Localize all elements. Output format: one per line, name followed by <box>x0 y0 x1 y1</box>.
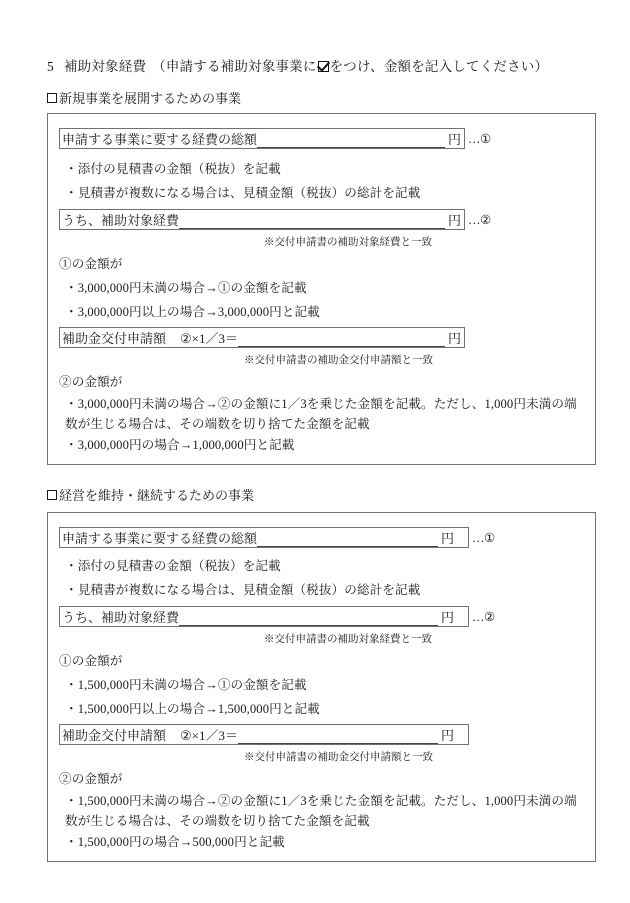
empty-checkbox-icon[interactable] <box>47 490 57 500</box>
total-expense-field[interactable] <box>59 527 469 548</box>
checked-checkbox-icon <box>318 61 329 72</box>
total-expense-marker: …① <box>468 131 491 146</box>
section-frame-maintain-business <box>47 512 596 862</box>
condition-title: ①の金額が <box>59 654 123 668</box>
application-amount-field[interactable] <box>59 327 465 348</box>
section-label: 経営を維持・継続するための事業 <box>59 488 255 503</box>
total-expense-unit: 円 <box>447 132 461 147</box>
application-amount-unit: 円 <box>440 728 454 743</box>
section-number: 5 <box>47 59 54 74</box>
bullet-line: ・見積書が複数になる場合は、見積金額（税抜）の総計を記載 <box>65 583 421 597</box>
condition-bullet: ・3,000,000円未満の場合→①の金額を記載 <box>65 281 307 295</box>
subsidy-target-row <box>59 209 491 230</box>
condition-bullet: ・3,000,000円の場合→1,000,000円と記載 <box>65 438 295 452</box>
section-title: 補助対象経費 <box>63 59 147 74</box>
bullet-line: ・添付の見積書の金額（税抜）を記載 <box>65 559 281 573</box>
subsidy-target-unit: 円 <box>440 610 454 625</box>
application-amount-note: ※交付申請書の補助金交付申請額と一致 <box>244 752 433 763</box>
total-expense-input[interactable] <box>257 532 438 547</box>
instruction-text-after: をつけ、金額を記入してください） <box>329 59 549 74</box>
application-amount-field[interactable] <box>59 724 469 745</box>
total-expense-marker: …① <box>472 530 495 545</box>
total-expense-field[interactable] <box>59 128 465 149</box>
total-expense-row <box>59 527 495 548</box>
condition-title: ②の金額が <box>59 375 123 389</box>
application-amount-label: 補助金交付申請額 <box>62 728 167 743</box>
bullet-line: ・見積書が複数になる場合は、見積金額（税抜）の総計を記載 <box>65 186 421 200</box>
empty-checkbox-icon[interactable] <box>47 93 57 103</box>
total-expense-label: 申請する事業に要する経費の総額 <box>62 531 258 546</box>
subsidy-target-marker: …② <box>472 609 495 624</box>
subsidy-target-marker: …② <box>468 212 491 227</box>
total-expense-input[interactable] <box>257 133 445 148</box>
application-amount-label: 補助金交付申請額 <box>62 331 167 346</box>
section-frame-new-business <box>47 113 596 465</box>
total-expense-label: 申請する事業に要する経費の総額 <box>62 132 258 147</box>
section-checkbox-new-business[interactable] <box>47 88 241 107</box>
section-checkbox-maintain-business[interactable] <box>47 485 254 504</box>
total-expense-row <box>59 128 491 149</box>
condition-title: ②の金額が <box>59 772 123 786</box>
application-amount-unit: 円 <box>447 331 461 346</box>
section-label: 新規事業を展開するための事業 <box>59 91 242 106</box>
subsidy-target-label: うち、補助対象経費 <box>62 610 180 625</box>
application-amount-note: ※交付申請書の補助金交付申請額と一致 <box>244 355 433 366</box>
subsidy-target-note: ※交付申請書の補助対象経費と一致 <box>264 634 432 645</box>
subsidy-target-note: ※交付申請書の補助対象経費と一致 <box>264 237 432 248</box>
application-amount-input[interactable] <box>238 729 438 744</box>
subsidy-target-field[interactable] <box>59 606 469 627</box>
subsidy-target-unit: 円 <box>447 213 461 228</box>
condition-bullet: ・1,500,000円未満の場合→①の金額を記載 <box>65 678 307 692</box>
condition-bullet: ・3,000,000円以上の場合→3,000,000円と記載 <box>65 305 320 319</box>
page-title <box>47 55 548 75</box>
subsidy-target-row <box>59 606 495 627</box>
total-expense-unit: 円 <box>440 531 454 546</box>
application-amount-row <box>59 724 472 745</box>
instruction-text-before: （申請する補助対象事業に <box>152 59 317 74</box>
application-amount-formula: ②×1／3＝ <box>180 728 239 743</box>
subsidy-target-field[interactable] <box>59 209 465 230</box>
condition-title: ①の金額が <box>59 257 123 271</box>
condition-bullet: ・1,500,000円以上の場合→1,500,000円と記載 <box>65 702 320 716</box>
condition-bullet: ・1,500,000円の場合→500,000円と記載 <box>65 835 285 849</box>
subsidy-target-input[interactable] <box>179 611 438 626</box>
condition-bullet: ・3,000,000円未満の場合→②の金額に1／3を乗じた金額を記載。ただし、1,000円未満の端数が生じる場合は、その端数を切り捨てた金額を記載 <box>65 397 577 431</box>
application-amount-formula: ②×1／3＝ <box>180 331 239 346</box>
bullet-line: ・添付の見積書の金額（税抜）を記載 <box>65 162 281 176</box>
application-amount-input[interactable] <box>238 332 445 347</box>
condition-bullet: ・1,500,000円未満の場合→②の金額に1／3を乗じた金額を記載。ただし、1,000円未満の端数が生じる場合は、その端数を切り捨てた金額を記載 <box>65 794 577 828</box>
subsidy-target-label: うち、補助対象経費 <box>62 213 180 228</box>
subsidy-target-input[interactable] <box>179 214 445 229</box>
application-amount-row <box>59 327 468 348</box>
